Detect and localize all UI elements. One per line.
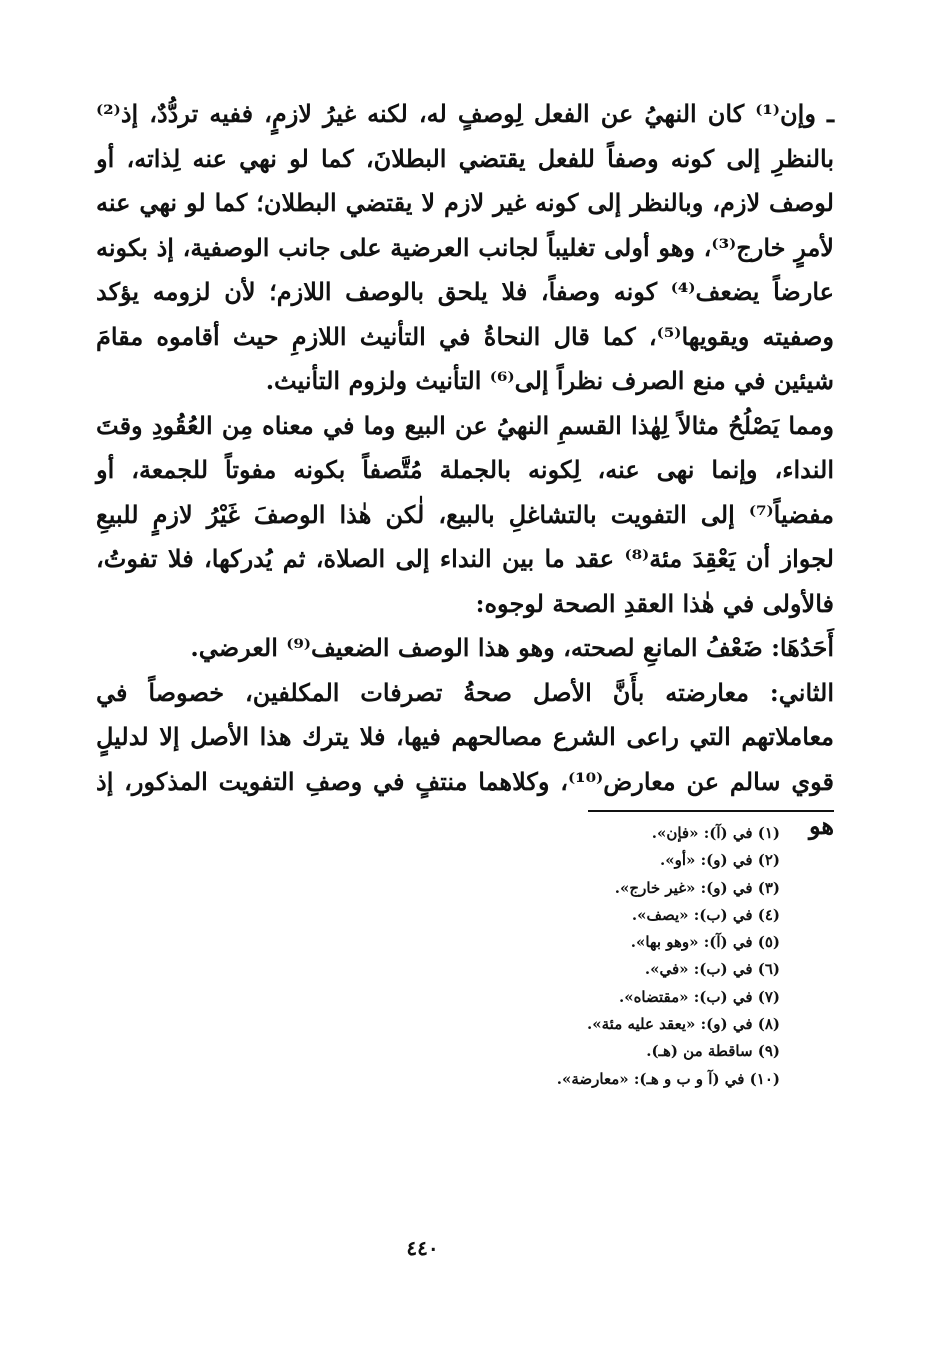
footnote: (١) في (آ): «فإن». bbox=[651, 824, 780, 842]
footnote: (١٠) في (آ و ب و هـ): «معارضة». bbox=[556, 1069, 780, 1088]
footnote: (٨) في (و): «يعقد عليه مئة». bbox=[587, 1015, 780, 1034]
footnote: (٦) في (ب): «في». bbox=[644, 960, 780, 979]
footnote: (٩) ساقطة من (هـ). bbox=[646, 1042, 780, 1061]
footnote: (٥) في (آ): «وهو بها». bbox=[630, 933, 780, 952]
footnote: (٢) في (و): «أو». bbox=[660, 851, 780, 870]
paragraph: ـ وإن⁽¹⁾ كان النهيُ عن الفعل لِوصفٍ له، لكنه غيرُ لازمٍ، ففيه تردُّدٌ، إذ⁽²⁾ بالنظرِ إلى كونه وصفاً للفعل يقتضي البطلانَ، كما لو نهي عنه لِذاته، أو لوصف لازم، وبالنظر إلى كونه غير لازم لا يقتضي البطلان؛ كما لو نهي عنه لأمرٍ خارج⁽³⁾، وهو أولى تغليباً لجانب العرضية على جانب الوصفية، إذ بكونه عارضاً يضعف⁽⁴⁾ كونه وصفاً، فلا يلحق بالوصف اللازم؛ لأن لزومه يؤكد وصفيته ويقويها⁽⁵⁾، كما قال النحاةُ في التأنيث اللازمِ حيث أقاموه مقامَ شيئين في منع الصرف نظراً إلى⁽⁶⁾ التأنيث ولزوم التأنيث. bbox=[96, 99, 835, 395]
page-number: ٤٤٠ bbox=[406, 1236, 439, 1260]
footnote: (٧) في (ب): «مقتضاه». bbox=[618, 987, 780, 1006]
main-text bbox=[96, 92, 834, 849]
footnote: (٣) في (و): «غير خارج». bbox=[614, 878, 780, 897]
paragraph: الثاني: معارضته بأَنَّ الأصل صحةُ تصرفات المكلفين، خصوصاً في معاملاتهم التي راعى الشرع مصالحهم فيها، فلا يترك هذا الأصل إلا لدليلٍ قوي سالم عن معارض⁽¹⁰⁾، وكلاهما منتفٍ في وصفِ التفويت المذكور، إذ هو bbox=[96, 677, 834, 840]
paragraph: أَحَدُهَا: ضَعْفُ المانعِ لصحته، وهو هذا الوصف الضعيف⁽⁹⁾ العرضي. bbox=[190, 633, 834, 662]
footnotes bbox=[420, 820, 780, 1093]
footnote: (٤) في (ب): «يصف». bbox=[631, 905, 780, 924]
paragraph: ومما يَصْلُحُ مثالاً لِهٰذا القسمِ النهيُ عن البيع وما في معناه مِن العُقُودِ وقتَ النداء، وإنما نهى عنه، لِكونه بالجملة مُتَّصفاً بكونه مفوتاً للجمعة، أو مفضياً⁽⁷⁾ إلى التفويت بالتشاغلِ بالبيع، لٰكن هٰذا الوصفَ غَيْرُ لازمٍ للبيعِ لجواز أن يَعْقِدَ مئة⁽⁸⁾ عقد ما بين النداء إلى الصلاة، ثم يُدركها، فلا تفوتُ، فالأولى في هٰذا العقدِ الصحة لوجوه: bbox=[96, 410, 835, 618]
footnote-divider bbox=[588, 810, 834, 812]
